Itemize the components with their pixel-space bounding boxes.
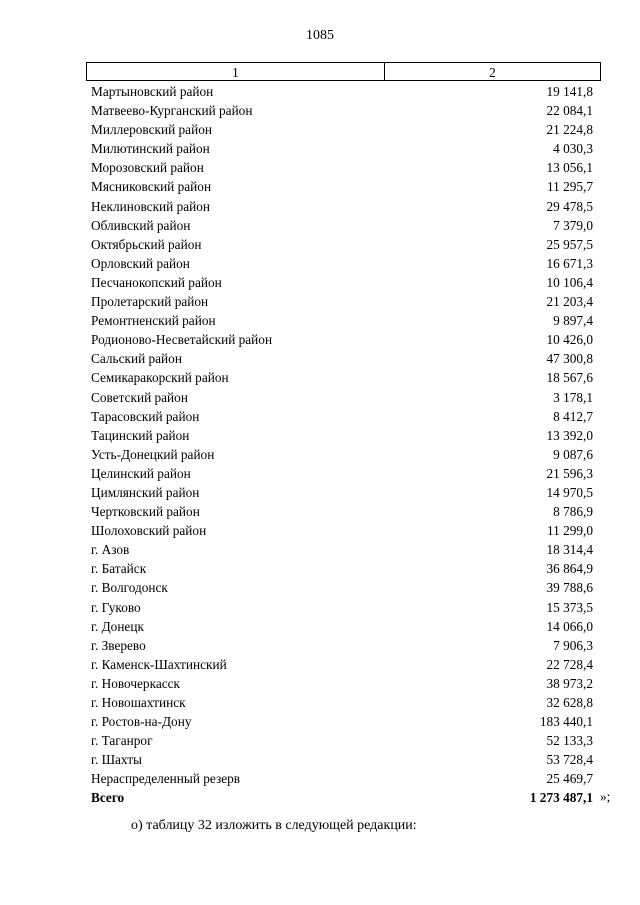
municipality-name: г. Новочеркасск xyxy=(91,675,181,691)
amount-value: 36 864,9 xyxy=(546,561,593,577)
table-row xyxy=(86,273,601,292)
amount-value: 14 970,5 xyxy=(546,484,593,500)
municipality-name: Мясниковский район xyxy=(91,179,212,195)
amount-value: 3 178,1 xyxy=(553,389,593,405)
column-header-2: 2 xyxy=(489,65,496,80)
municipality-name: г. Донецк xyxy=(91,618,144,634)
municipality-name: Тацинский район xyxy=(91,427,190,443)
table-row xyxy=(86,235,601,254)
municipality-name: Обливский район xyxy=(91,217,191,233)
amount-value: 21 224,8 xyxy=(546,122,593,138)
amount-value: 9 897,4 xyxy=(553,313,593,329)
table-row xyxy=(86,521,601,540)
table-row xyxy=(86,636,601,655)
table-row xyxy=(86,483,601,502)
instruction-text: о) таблицу 32 изложить в следующей редакции: xyxy=(131,818,417,833)
municipality-name: Усть-Донецкий район xyxy=(91,446,215,462)
table-row xyxy=(86,693,601,712)
municipality-name: г. Таганрог xyxy=(91,733,153,749)
table-row xyxy=(86,254,601,273)
municipality-name: Целинский район xyxy=(91,465,191,481)
total-row xyxy=(86,788,601,807)
table-row xyxy=(86,292,601,311)
municipality-name: Семикаракорский район xyxy=(91,370,229,386)
table-row xyxy=(86,445,601,464)
municipality-name: Советский район xyxy=(91,389,188,405)
amount-value: 22 084,1 xyxy=(546,103,593,119)
table-row xyxy=(86,368,601,387)
municipality-name: Матвеево-Курганский район xyxy=(91,103,253,119)
amount-value: 11 295,7 xyxy=(546,179,593,195)
municipality-name: Сальский район xyxy=(91,351,182,367)
municipality-name: Милютинский район xyxy=(91,141,210,157)
amount-value: 4 030,3 xyxy=(553,141,593,157)
municipality-name: Цимлянский район xyxy=(91,484,200,500)
table-row xyxy=(86,388,601,407)
table-row xyxy=(86,101,601,120)
page-number: 1085 xyxy=(306,28,334,43)
municipality-name: г. Батайск xyxy=(91,561,147,577)
amount-value: 10 106,4 xyxy=(546,274,593,290)
table-row xyxy=(86,769,601,788)
table-row xyxy=(86,197,601,216)
table-row xyxy=(86,617,601,636)
municipality-name: Мартыновский район xyxy=(91,84,214,99)
amount-value: 47 300,8 xyxy=(546,351,593,367)
table-row xyxy=(86,502,601,521)
municipality-name: Морозовский район xyxy=(91,160,204,176)
municipality-name: г. Ростов-на-Дону xyxy=(91,714,192,730)
table-row xyxy=(86,464,601,483)
amount-value: 53 728,4 xyxy=(546,752,593,768)
municipality-name: Шолоховский район xyxy=(91,523,207,539)
table-row xyxy=(86,120,601,139)
table-row xyxy=(86,655,601,674)
amount-value: 14 066,0 xyxy=(546,618,593,634)
table-row xyxy=(86,674,601,693)
amount-value: 25 469,7 xyxy=(546,771,593,787)
table-row xyxy=(86,731,601,750)
municipality-name: г. Азов xyxy=(91,542,130,558)
amount-value: 10 426,0 xyxy=(546,332,593,348)
municipality-name: Родионово-Несветайский район xyxy=(91,332,273,348)
amount-value: 8 412,7 xyxy=(553,408,593,424)
municipality-name: Чертковский район xyxy=(91,504,200,520)
table-row xyxy=(86,407,601,426)
table-row xyxy=(86,158,601,177)
table-header xyxy=(86,62,601,81)
total-label: Всего xyxy=(91,790,125,806)
table-row xyxy=(86,82,601,101)
table-row xyxy=(86,559,601,578)
closing-quote: »; xyxy=(600,789,611,804)
table-row xyxy=(86,139,601,158)
table-row xyxy=(86,750,601,769)
amount-value: 32 628,8 xyxy=(546,695,593,710)
table-row xyxy=(86,349,601,368)
amount-value: 19 141,8 xyxy=(546,84,593,99)
municipality-name: г. Волгодонск xyxy=(91,580,168,596)
municipality-name: Октябрьский район xyxy=(91,236,202,252)
amount-value: 8 786,9 xyxy=(553,504,593,520)
table-row xyxy=(86,177,601,196)
amount-value: 7 379,0 xyxy=(553,217,593,233)
municipality-name: Тарасовский район xyxy=(91,408,200,424)
municipality-name: г. Зверево xyxy=(91,637,146,653)
amount-value: 29 478,5 xyxy=(546,198,593,214)
table-body xyxy=(86,82,601,788)
amount-value: 21 203,4 xyxy=(546,294,593,310)
amount-value: 183 440,1 xyxy=(539,714,593,730)
municipality-name: Неклиновский район xyxy=(91,198,211,214)
table-row xyxy=(86,540,601,559)
municipality-name: г. Гуково xyxy=(91,599,141,615)
municipality-name: г. Шахты xyxy=(91,752,142,768)
total-value: 1 273 487,1 xyxy=(529,790,593,806)
table-row xyxy=(86,712,601,731)
table-row xyxy=(86,578,601,597)
amount-value: 18 567,6 xyxy=(546,370,593,386)
municipality-name: г. Каменск-Шахтинский xyxy=(91,656,227,672)
municipality-name: Орловский район xyxy=(91,255,190,271)
table-row xyxy=(86,598,601,617)
table-row xyxy=(86,216,601,235)
municipality-name: Миллеровский район xyxy=(91,122,212,138)
municipality-name: Нераспределенный резерв xyxy=(91,771,241,787)
amount-value: 25 957,5 xyxy=(546,236,593,252)
municipality-name: Ремонтненский район xyxy=(91,313,216,329)
amount-value: 18 314,4 xyxy=(546,542,593,558)
table-row xyxy=(86,330,601,349)
amount-value: 16 671,3 xyxy=(546,255,593,271)
amount-value: 11 299,0 xyxy=(546,523,593,539)
amount-value: 13 392,0 xyxy=(546,427,593,443)
table-row xyxy=(86,311,601,330)
table-row xyxy=(86,426,601,445)
amount-value: 21 596,3 xyxy=(546,465,593,481)
municipality-name: Песчанокопский район xyxy=(91,274,222,290)
amount-value: 52 133,3 xyxy=(546,733,593,749)
amount-value: 7 906,3 xyxy=(553,637,593,653)
amount-value: 22 728,4 xyxy=(546,656,593,672)
municipality-name: г. Новошахтинск xyxy=(91,695,186,710)
column-header-1: 1 xyxy=(87,63,385,80)
amount-value: 13 056,1 xyxy=(546,160,593,176)
allocation-table xyxy=(86,62,601,808)
municipality-name: Пролетарский район xyxy=(91,294,209,310)
amount-value: 38 973,2 xyxy=(546,675,593,691)
amount-value: 9 087,6 xyxy=(553,446,593,462)
amount-value: 15 373,5 xyxy=(546,599,593,615)
amount-value: 39 788,6 xyxy=(546,580,593,596)
